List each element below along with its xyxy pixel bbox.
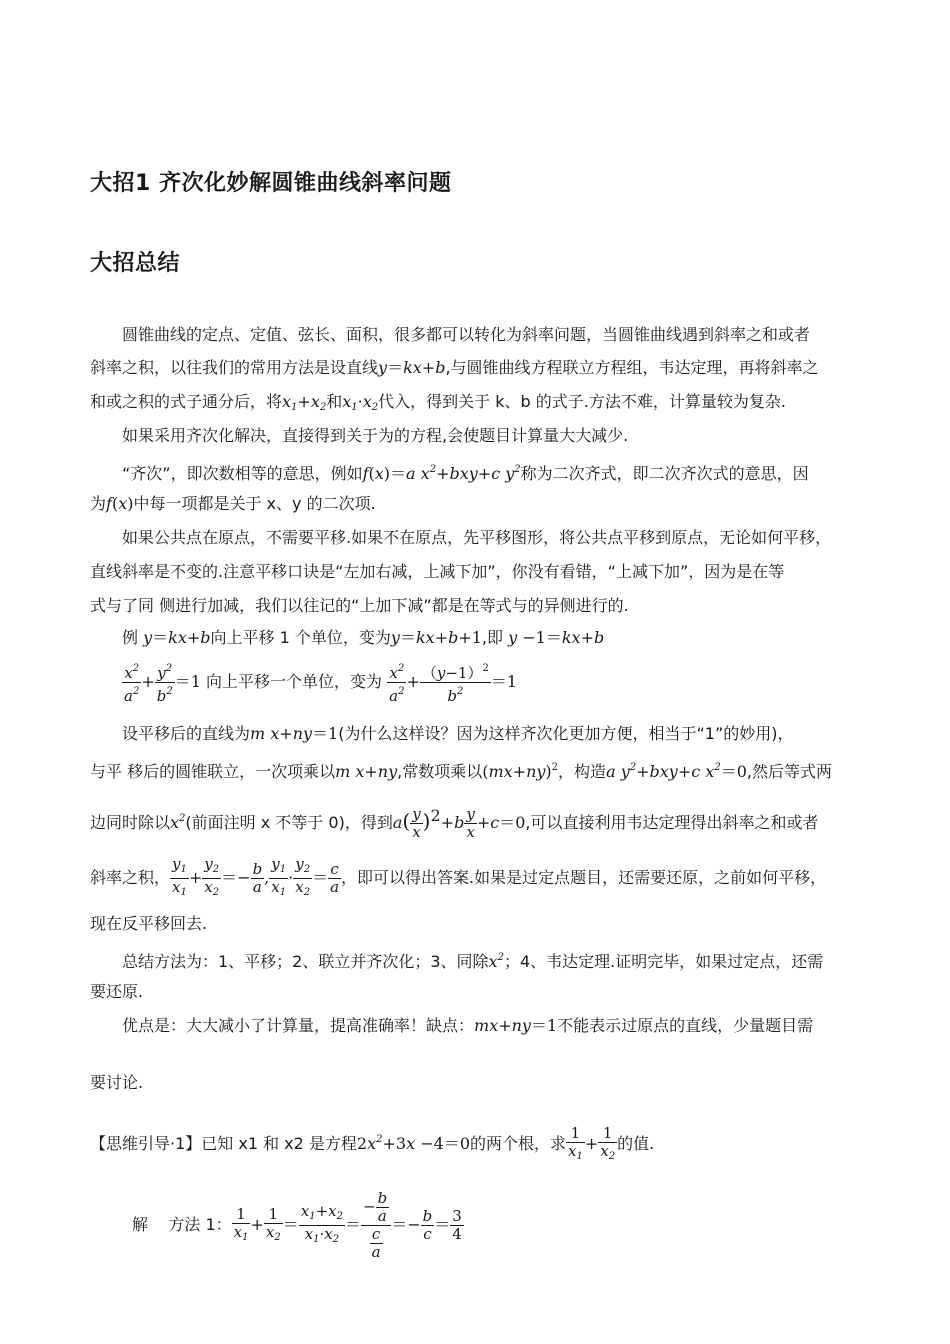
fraction: $\frac{y_1}{x_1}$ [271,855,287,898]
fraction: $\frac{x_1+x_2}{x_1\cdot x_2}$ [300,1202,343,1245]
example-line: $\frac{x^2}{a^2}$ + $\frac{y^2}{b^2}$ ＝1 向上平移一个单位，变为 $\frac{x^2}{a^2}$ + $\frac{(y-1)^2}{b^2}$ ＝1 [122,660,517,705]
formula: y [143,628,153,647]
formula: $x^2$ [488,952,504,971]
paragraph-line: “齐次”，即次数相等的意思，例如f(x)＝a $x^2+bxy+c$ $y^2$称为二次齐式，即二次齐次式的意思，因 [122,464,809,483]
paragraph-line: 和或之积的式子通分后，将$x_1+x_2$和$x_1\cdot x_2$代入，得到关于 k、b 的式子.方法不难，计算量较为复杂. [90,392,786,413]
fraction: $\frac{3}{4}$ [452,1207,462,1243]
formula: $x^2$ [367,1134,383,1153]
fraction: $\frac{x^2}{a^2}$ [122,660,141,705]
paragraph-line: 斜率之积，以往我们的常用方法是设直线y＝kx+b,与圆锥曲线方程联立方程组，韦达定理，再将斜率之 [90,358,819,377]
formula: a $y^2$ [606,762,637,781]
formula: f [362,464,369,483]
fraction: $\frac{y_2}{x_2}$ [295,855,311,898]
formula: $x^2$ [170,813,186,832]
formula: mx [474,1016,499,1035]
fraction: $\frac{1}{x_1}$ [233,1204,249,1243]
section-heading: 大招总结 [90,251,181,276]
formula: y [508,628,518,647]
formula: y [390,628,400,647]
paragraph-line: 直线斜率是不变的.注意平移口诀是“左加右减，上减下加”，你没有看错，“上减下加”，因为是在等 [90,562,785,581]
fraction: $\frac{1}{x_1}$ [568,1123,583,1162]
paragraph-line: 与平 移后的圆锥联立，一次项乘以m x+ny,常数项乘以$(mx+ny)^2$，构造a $y^2+bxy+c$ $x^2=0$,然后等式两 [90,762,832,781]
formula: f [106,494,112,513]
paragraph-line: 如果公共点在原点，不需要平移.如果不在原点，先平移图形，将公共点平移到原点，无论如何平移， [122,528,832,547]
example-line: 例 y＝kx+b向上平移 1 个单位，变为y＝kx+b+1,即 y −1＝kx+b [122,628,605,647]
fraction: $\frac{1}{x_2}$ [265,1204,281,1243]
fraction: $\frac{x^2}{a^2}$ [387,660,406,705]
question-line: 【思维引导·1】已知 x1 和 x2 是方程$2x^2+3x -4=0$的两个根，求 $\frac{1}{x_1}$ + $\frac{1}{x_2}$ 的值. [90,1120,654,1165]
paragraph-line: 要还原. [90,982,144,1001]
fraction: $\frac{b}{a}$ [252,860,263,896]
paragraph-line: 斜率之积， $\frac{y_1}{x_1}$ + $\frac{y_2}{x_2}$ ＝− $\frac{b}{a}$ , $\frac{y_1}{x_1}$ · $\frac{y_2}{x_2}$ ＝ $\frac{c}{a}$ ，即可以得出答案.如果是过定点题目，还需要还原，之前如何平移， [90,856,826,901]
paragraph-line: 边同时除以$x^2$(前面注明 x 不等于 0)，得到a( $\frac{y}{x}$ )$^2$+b $\frac{y}{x}$ +c＝0,可以直接利用韦达定理得出斜率之和或者 [90,805,819,841]
fraction: $\frac{(y-1)^2}{b^2}$ [420,660,491,705]
paragraph-line: 圆锥曲线的定点、定值、弦长、面积，很多都可以转化为斜率问题，当圆锥曲线遇到斜率之和或者 [122,325,811,344]
paragraph-line: 总结方法为：1、平移；2、联立并齐次化；3、同除$x^2$；4、韦达定理.证明完毕，如果过定点，还需 [122,952,824,971]
solution-line: 解 方法 1： $\frac{1}{x_1}$ + $\frac{1}{x_2}$ ＝ $\frac{x_1+x_2}{x_1\cdot x_2}$ ＝ − $\frac{b}{a}$ $\frac{c}{a}$ ＝− $\frac{b}{c}$ ＝ $\frac{3}{4}$ [132,1189,462,1261]
formula: y [378,358,388,377]
fraction: $\frac{y}{x}$ [466,805,475,841]
formula: m x [335,762,365,781]
paragraph-line: 如果采用齐次化解决，直接得到关于为的方程,会使题目计算量大大减少. [122,426,629,445]
paragraph-line: 设平移后的直线为m x+ny＝1(为什么这样设？因为这样齐次化更加方便，相当于“1”的妙用)， [122,724,794,743]
fraction: − $\frac{b}{a}$ $\frac{c}{a}$ [361,1190,391,1261]
fraction: $\frac{b}{c}$ [422,1207,433,1243]
fraction: $\frac{y_1}{x_1}$ [172,855,187,898]
formula: m x [250,724,280,743]
fraction: $\frac{y^2}{b^2}$ [155,660,175,705]
paragraph-line: 要讨论. [90,1073,144,1092]
formula: $x_1$ [342,392,358,413]
paragraph-line: 现在反平移回去. [90,914,208,933]
fraction: $\frac{c}{a}$ [330,860,340,896]
page-title: 大招1 齐次化妙解圆锥曲线斜率问题 [90,171,452,196]
paragraph-line: 式与了同 侧进行加减，我们以往记的“上加下减”都是在等式与的异侧进行的. [90,596,629,615]
paragraph-line: 优点是：大大减小了计算量，提高准确率！缺点：mx+ny＝1不能表示过原点的直线，少量题目需 [122,1016,814,1035]
paragraph-line: 为f(x)中每一项都是关于 x、y 的二次项. [90,494,376,513]
fraction: $\frac{1}{x_2}$ [600,1123,616,1162]
fraction: $\frac{y_2}{x_2}$ [204,855,220,898]
formula: $x_1$ [282,392,298,413]
fraction: $\frac{y}{x}$ [412,805,421,841]
